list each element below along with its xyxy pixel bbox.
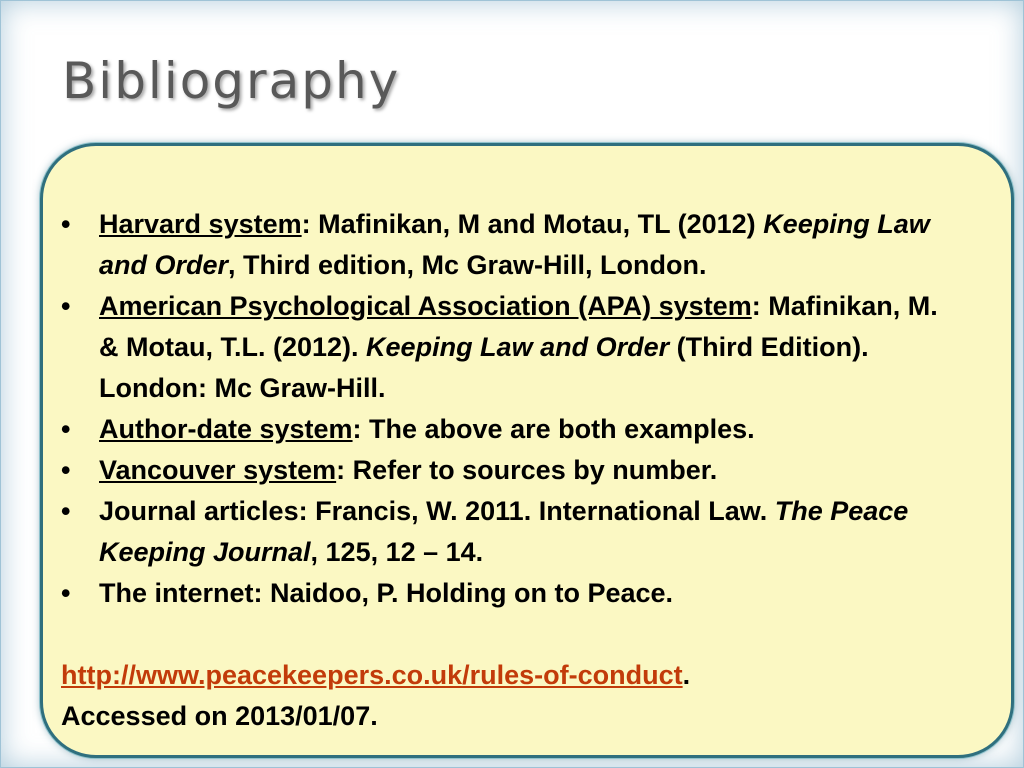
journal-citation-rest: , 125, 12 – 14. bbox=[310, 537, 484, 567]
harvard-citation-rest: , Third edition, Mc Graw-Hill, London. bbox=[228, 250, 707, 280]
bullet-icon: • bbox=[61, 496, 71, 526]
apa-colon: : bbox=[751, 291, 769, 321]
harvard-book-title: Keeping Law and Order bbox=[99, 209, 930, 280]
apa-book-title: Keeping Law and Order bbox=[366, 332, 670, 362]
bullet-icon: • bbox=[61, 455, 71, 485]
bibliography-box bbox=[40, 143, 1014, 758]
bullet-icon: • bbox=[61, 578, 71, 608]
apa-citation-text: Mafinikan, M. & Motau, T.L. (2012). bbox=[99, 291, 938, 362]
list-item-journal bbox=[61, 491, 961, 573]
list-item-harvard bbox=[61, 204, 961, 286]
bullet-icon: • bbox=[61, 209, 71, 239]
vancouver-system-label: Vancouver system bbox=[99, 455, 337, 485]
author-date-system-label: Author-date system bbox=[99, 414, 353, 444]
harvard-colon: : bbox=[301, 209, 319, 239]
internet-citation-continued bbox=[61, 655, 961, 737]
harvard-system-label: Harvard system bbox=[99, 209, 302, 239]
bullet-icon: • bbox=[61, 414, 71, 444]
url-period: . bbox=[682, 660, 691, 690]
journal-citation-text: Journal articles: Francis, W. 2011. International Law. bbox=[99, 496, 775, 526]
accessed-date: Accessed on 2013/01/07. bbox=[61, 701, 378, 731]
journal-title: The Peace Keeping Journal bbox=[99, 496, 909, 567]
bullet-icon: • bbox=[61, 291, 71, 321]
list-item-internet bbox=[61, 573, 961, 614]
apa-citation-rest: (Third Edition). London: Mc Graw-Hill. bbox=[99, 332, 869, 403]
author-date-text: : The above are both examples. bbox=[352, 414, 755, 444]
harvard-citation-text: Mafinikan, M and Motau, TL (2012) bbox=[318, 209, 764, 239]
peacekeepers-link[interactable]: http://www.peacekeepers.co.uk/rules-of-conduct bbox=[61, 660, 683, 690]
list-item-apa bbox=[61, 286, 961, 409]
bibliography-list bbox=[61, 204, 961, 614]
internet-citation-text: The internet: Naidoo, P. Holding on to Peace. bbox=[99, 578, 674, 608]
vancouver-text: : Refer to sources by number. bbox=[336, 455, 718, 485]
slide-title: Bibliography bbox=[62, 52, 401, 110]
list-item-vancouver bbox=[61, 450, 961, 491]
apa-system-label: American Psychological Association (APA) system bbox=[99, 291, 752, 321]
list-item-author-date bbox=[61, 409, 961, 450]
url-line bbox=[61, 655, 961, 696]
